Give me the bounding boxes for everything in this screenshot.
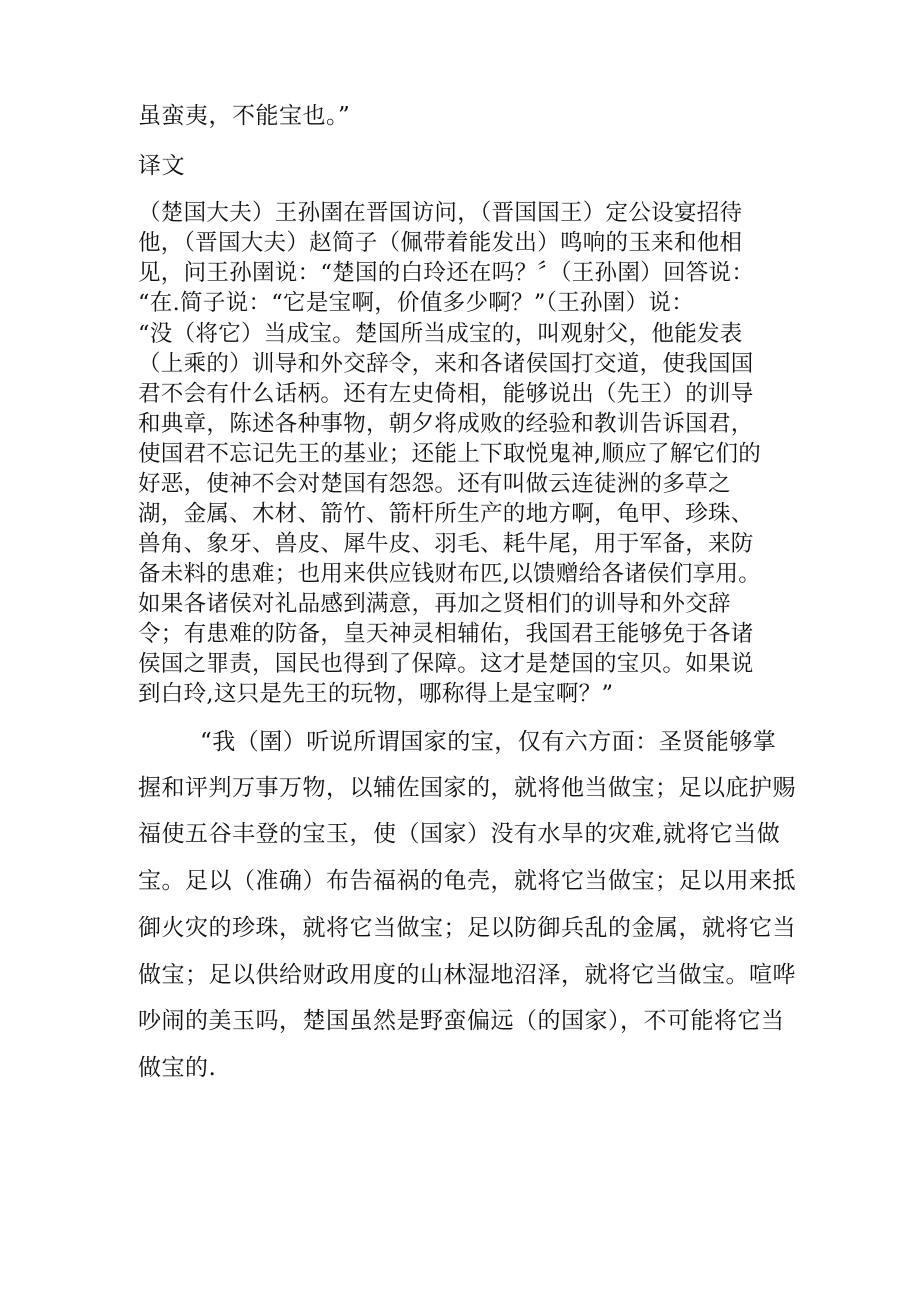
translation-line: （楚国大夫）王孙圉在晋国访问，（晋国国王）定公设宴招待 (138, 200, 743, 226)
paragraph-line: 做宝；足以供给财政用度的山林湿地沼泽，就将它当做宝。喧哗 (138, 962, 796, 988)
translation-line: “在.简子说：“它是宝啊，价值多少啊？”（王孙圉）说： (138, 290, 695, 316)
translation-line: 见，问王孙圉说：“楚国的白玲还在吗？〞（王孙圉）回答说： (138, 260, 755, 286)
translation-line: 使国君不忘记先王的基业；还能上下取悦鬼神,顺应了解它们的 (138, 441, 762, 467)
translation-line: 令；有患难的防备，皇天神灵相辅佑，我国君王能够免于各诸 (138, 621, 754, 647)
translation-line: （上乘的）训导和外交辞令，来和各诸侯国打交道，使我国国 (138, 351, 754, 377)
paragraph-line: “我（圉）听说所谓国家的宝，仅有六方面：圣贤能够掌 (200, 729, 777, 755)
translation-line: 到白玲,这只是先王的玩物，哪称得上是宝啊？” (138, 681, 614, 707)
translation-line: “没（将它）当成宝。楚国所当成宝的，叫观射父，他能发表 (138, 321, 743, 347)
paragraph-line: 做宝的. (138, 1055, 217, 1081)
translation-line: 和典章，陈述各种事物，朝夕将成败的经验和教训告诉国君， (138, 411, 754, 437)
paragraph-line: 御火灾的珍珠，就将它当做宝；足以防御兵乱的金属，就将它当 (138, 915, 796, 941)
translation-line: 备未料的患难；也用来供应钱财布匹,以馈赠给各诸侯们享用。 (138, 561, 762, 587)
translation-line: 如果各诸侯对礼品感到满意，再加之贤相们的训导和外交辞 (138, 591, 731, 617)
translation-line: 湖，金属、木材、箭竹、箭杆所生产的地方啊，龟甲、珍珠、 (138, 501, 754, 527)
paragraph-line: 宝。足以（准确）布告福祸的龟壳，就将它当做宝；足以用来抵 (138, 868, 796, 894)
translation-line: 君不会有什么话柄。还有左史倚相，能够说出（先王）的训导 (138, 381, 754, 407)
heading-translation: 译文 (138, 153, 185, 179)
translation-line: 他，（晋国大夫）赵简子（佩带着能发出）鸣响的玉来和他相 (138, 230, 743, 256)
paragraph-line: 福使五谷丰登的宝玉，使（国家）没有水旱的灾难,就将它当做 (138, 821, 781, 847)
translation-line: 侯国之罪责，国民也得到了保障。这才是楚国的宝贝。如果说 (138, 651, 754, 677)
paragraph-line: 握和评判万事万物，以辅佐国家的，就将他当做宝；足以庇护赐 (138, 775, 796, 801)
translation-line: 好恶，使神不会对楚国有怨怨。还有叫做云连徒洲的多草之 (138, 471, 731, 497)
opening-line: 虽蛮夷，不能宝也。” (138, 103, 351, 129)
paragraph-line: 吵闹的美玉吗，楚国虽然是野蛮偏远（的国家），不可能将它当 (138, 1008, 785, 1034)
translation-line: 兽角、象牙、兽皮、犀牛皮、羽毛、耗牛尾，用于军备，来防 (138, 531, 754, 557)
